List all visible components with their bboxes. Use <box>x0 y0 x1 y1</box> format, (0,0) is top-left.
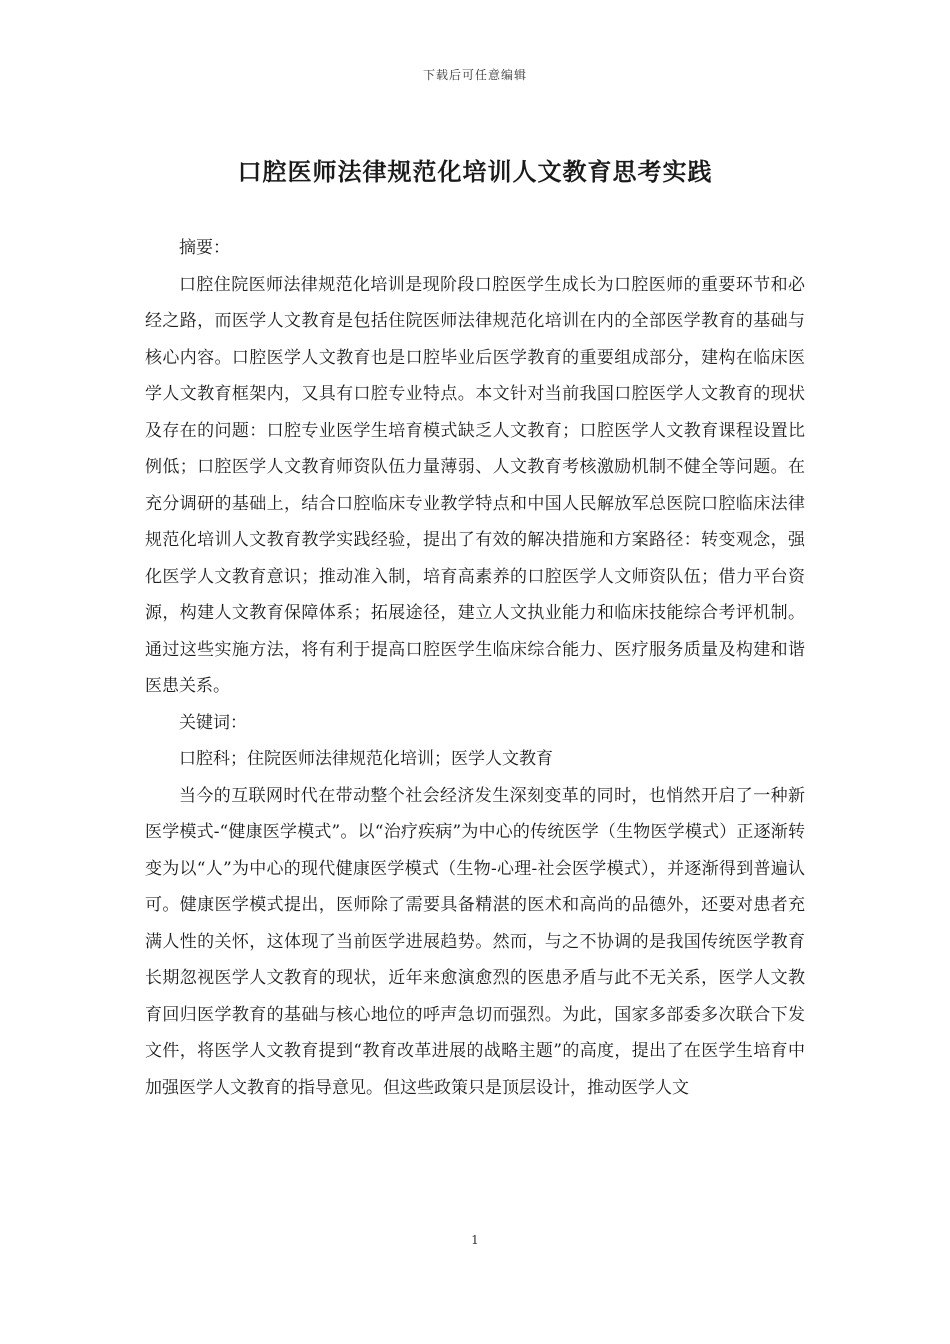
intro-paragraph: 当今的互联网时代在带动整个社会经济发生深刻变革的同时，也悄然开启了一种新医学模式-“健康医学模式”。以“治疗疾病”为中心的传统医学（生物医学模式）正逐渐转变为以“人”为中心的现代健康医学模式（生物-心理-社会医学模式），并逐渐得到普遍认可。健康医学模式提出，医师除了需要具备精湛的医术和高尚的品德外，还要对患者充满人性的关怀，这体现了当前医学进展趋势。然而，与之不协调的是我国传统医学教育长期忽视医学人文教育的现状，近年来愈演愈烈的医患矛盾与此不无关系，医学人文教育回归医学教育的基础与核心地位的呼声急切而强烈。为此，国家多部委多次联合下发文件，将医学人文教育提到“教育改革进展的战略主题”的高度，提出了在医学生培育中加强医学人文教育的指导意见。但这些政策只是顶层设计，推动医学人文 <box>145 785 805 1098</box>
abstract-label: 摘要： <box>179 238 230 258</box>
document-title: 口腔医师法律规范化培训人文教育思考实践 <box>237 157 713 186</box>
document-body <box>145 230 805 1106</box>
header-note: 下载后可任意编辑 <box>422 68 527 82</box>
keywords-paragraph: 口腔科；住院医师法律规范化培训；医学人文教育 <box>179 749 553 769</box>
page-number: 1 <box>471 1233 479 1247</box>
keywords-label: 关键词： <box>179 712 247 733</box>
abstract-paragraph: 口腔住院医师法律规范化培训是现阶段口腔医学生成长为口腔医师的重要环节和必经之路，而医学人文教育是包括住院医师法律规范化培训在内的全部医学教育的基础与核心内容。口腔医学人文教育也是口腔毕业后医学教育的重要组成部分，建构在临床医学人文教育框架内，又具有口腔专业特点。本文针对当前我国口腔医学人文教育的现状及存在的问题：口腔专业医学生培育模式缺乏人文教育；口腔医学人文教育课程设置比例低；口腔医学人文教育师资队伍力量薄弱、人文教育考核激励机制不健全等问题。在充分调研的基础上，结合口腔临床专业教学特点和中国人民解放军总医院口腔临床法律规范化培训人文教育教学实践经验，提出了有效的解决措施和方案路径：转变观念，强化医学人文教育意识；推动准入制，培育高素养的口腔医学人文师资队伍；借力平台资源，构建人文教育保障体系；拓展途径，建立人文执业能力和临床技能综合考评机制。通过这些实施方法，将有利于提高口腔医学生临床综合能力、医疗服务质量及构建和谐医患关系。 <box>145 274 805 696</box>
